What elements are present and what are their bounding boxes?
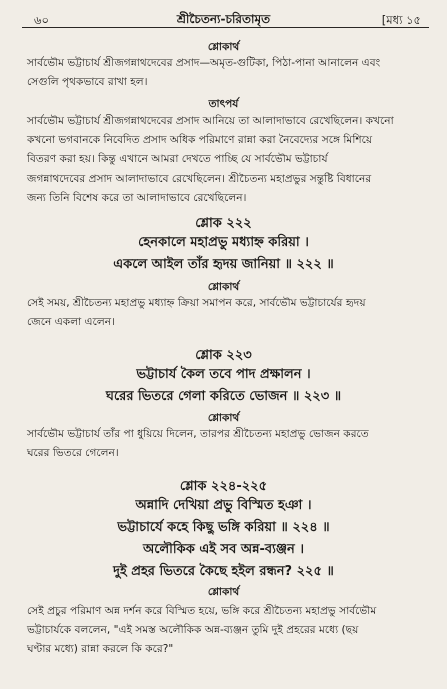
translation-text xyxy=(27,425,422,463)
translation-label: শ্লোকার্থ xyxy=(207,586,240,598)
header-rule xyxy=(22,27,429,28)
text-line: ঘণ্টার মধ্যে) রান্না করলে কি করে?" xyxy=(27,643,174,656)
page-header xyxy=(0,6,447,28)
text-line: সেই প্রচুর পরিমাণ অন্ন দর্শন করে বিস্মিত হয়ে, ভঙ্গি করে শ্রীচৈতন্য মহাপ্রভু সার্বভৌম xyxy=(27,605,377,617)
translation-text xyxy=(27,294,422,332)
verse-line: হেনকালে মহাপ্রভু মধ্যাহ্ন করিয়া । xyxy=(138,235,309,250)
verse-text xyxy=(0,495,447,583)
verse-line: ঘরের ভিতরে গেলা করিতে ভোজন ॥ ২২৩ ॥ xyxy=(105,389,342,404)
verse-line: একলে আইল তাঁর হৃদয় জানিয়া ॥ ২২২ ॥ xyxy=(113,257,334,272)
text-line: সার্বভৌম ভট্টাচার্য শ্রীজগন্নাথদেবের প্রসাদ—অমৃত-গুটিকা, পিঠা-পানা আনালেন এবং xyxy=(27,57,381,69)
verse-text xyxy=(0,232,447,276)
text-line: জগন্নাথদেবের প্রসাদ আলাদাভাবে রেখেছিলেন। শ্রীচৈতন্য মহাপ্রভুর সন্তুষ্টি বিধানের xyxy=(27,172,372,185)
verse-line: ভট্টাচার্য কৈল তবে পাদ প্রক্ষালন । xyxy=(136,367,311,382)
text-line: জেনে একলা এলেন। xyxy=(27,316,115,329)
translation-label: শ্লোকার্থ xyxy=(207,412,240,424)
verse-label: শ্লোক ২২৪-২২৫ xyxy=(179,479,268,494)
verse-line: অলৌকিক এই সব অন্ন-ব্যঞ্জন । xyxy=(143,542,304,557)
text-line: বিতরণ করা হয়। কিন্তু এখানে আমরা দেখতে পাচ্ছি যে সার্বভৌম ভট্টাচার্য xyxy=(27,153,328,166)
text-line: সেগুলি পৃথকভাবে রাখা হল। xyxy=(27,76,148,89)
verse-line: দুই প্রহর ভিতরে কৈছে হইল রন্ধন? ২২৫ ॥ xyxy=(113,564,334,579)
purport-label: তাৎপর্য xyxy=(208,98,239,110)
text-line: ঘরের ভিতরে গেলেন। xyxy=(27,447,119,460)
translation-label: শ্লোকার্থ xyxy=(207,41,240,53)
verse-line: ভট্টাচার্যে কহে কিছু ভঙ্গি করিয়া ॥ ২২৪ ॥ xyxy=(117,520,330,535)
translation-text xyxy=(27,602,422,660)
verse-label: শ্লোক ২২২ xyxy=(195,216,252,231)
text-line: জন্য তিনি বিশেষ করে তা আলাদাভাবে রেখেছিলেন। xyxy=(27,191,247,204)
book-title: শ্রীচৈতন্য-চরিতামৃত xyxy=(176,12,271,26)
text-line: সার্বভৌম ভট্টাচার্য শ্রীজগন্নাথদেবের প্রসাদ আনিয়ে তা আলাদাভাবে রেখেছিলেন। কখনো xyxy=(27,115,394,127)
purport-text xyxy=(27,112,422,208)
verse-text xyxy=(0,364,447,408)
text-line: কখনো ভগবানকে নিবেদিত প্রসাদ অধিক পরিমাণে রান্না করা নৈবেদ্যের সঙ্গে মিশিয়ে xyxy=(27,134,373,147)
translation-text xyxy=(27,54,422,92)
verse-label: শ্লোক ২২৩ xyxy=(195,348,252,363)
text-line: ভট্টাচার্যকে বললেন, "এই সমস্ত অলৌকিক অন্ন-ব্যঞ্জন তুমি দুই প্রহরের মধ্যে (ছয় xyxy=(27,624,359,637)
section-label: [মধ্য ১৫ xyxy=(381,13,421,27)
text-line: সার্বভৌম ভট্টাচার্য তাঁর পা ধুয়িয়ে দিলেন, তারপর শ্রীচৈতন্য মহাপ্রভু ভোজন করতে xyxy=(27,428,369,440)
translation-label: শ্লোকার্থ xyxy=(207,281,240,293)
page-number: ৬০ xyxy=(34,13,49,27)
text-line: সেই সময়, শ্রীচৈতন্য মহাপ্রভু মধ্যাহ্ন ক্রিয়া সমাপন করে, সার্বভৌম ভট্টাচার্যের হৃদয় xyxy=(27,297,366,309)
verse-line: অন্নাদি দেখিয়া প্রভু বিস্মিত হঞা । xyxy=(135,498,312,513)
